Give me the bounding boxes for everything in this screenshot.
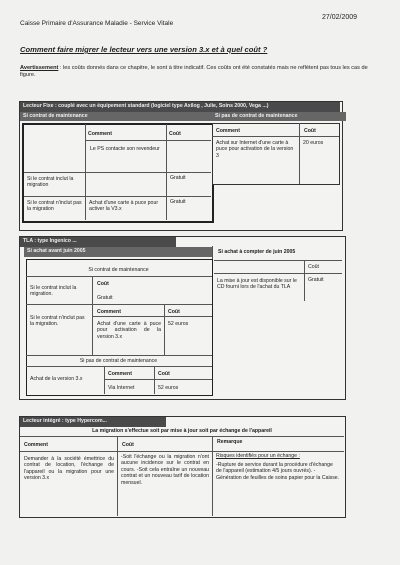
tla-row3-cost: 52 euros bbox=[158, 385, 179, 391]
tla-row2-comment: Achat d'une carte à puce pour activation de la version 3.x bbox=[97, 321, 161, 340]
row1-comment: Le PS contacte son revendeur bbox=[90, 146, 160, 152]
tla-maintenance-label: Si contrat de maintenance bbox=[88, 267, 149, 273]
tla-right-cost-header: Coût bbox=[308, 264, 319, 270]
after-2005-title: Si achat à compter de juin 2005 bbox=[218, 249, 296, 255]
section3-comment-header: Comment bbox=[24, 442, 48, 448]
right-cost: 20 euros bbox=[303, 140, 324, 146]
tla-row3-label: Achat de la version 3.x bbox=[30, 376, 83, 382]
section3-comment: Demander à la société émettrice du contrat de location, l'échange de l'appareil ou la migration pour une version 3.x bbox=[24, 456, 114, 482]
no-maintenance-bar: Si pas de contrat de maintenance bbox=[212, 112, 346, 121]
warning-label: Avertissement bbox=[20, 65, 59, 71]
right-col-cost-header: Coût bbox=[304, 128, 316, 134]
tla-row1-cost: Gratuit bbox=[97, 295, 113, 301]
section3-cost-header: Coût bbox=[122, 442, 134, 448]
organization-header: Caisse Primaire d'Assurance Maladie - Service Vitale bbox=[20, 20, 174, 27]
fixed-reader-bar: Lecteur Fixe : couplé avec un équipement standard (logiciel type Axilog , Julie, Soins 2000, Vega ...) bbox=[20, 102, 340, 112]
document-date: 27/02/2009 bbox=[322, 14, 358, 21]
integrated-reader-bar: Lecteur intégré : type Hypercom... bbox=[20, 417, 166, 427]
tla-right-cost: Gratuit bbox=[308, 277, 324, 283]
row2-label: Si le contrat inclut la migration bbox=[27, 176, 74, 189]
row3-cost: Gratuit bbox=[170, 199, 186, 205]
right-comment: Achat sur Internet d'une carte à puce pour activation de la version 3 bbox=[216, 140, 294, 159]
warning-paragraph bbox=[20, 65, 370, 79]
warning-text: : les coûts donnés dans ce chapitre, le sont à titre indicatif. Ces coûts ont été constatés mais ne reflètent pas tous les cas de figure. bbox=[20, 65, 368, 78]
tla-row3-comment-header: Comment bbox=[108, 371, 132, 377]
maintenance-bar: Si contrat de maintenance bbox=[20, 112, 212, 121]
row2-cost: Gratuit bbox=[170, 175, 186, 181]
tla-cost-header-2: Coût bbox=[168, 309, 180, 315]
tla-row2-label: Si le contrat n'inclut pas la migration. bbox=[30, 315, 85, 328]
tla-row1-label: Si le contrat inclut la migration. bbox=[30, 285, 77, 298]
tla-no-maintenance-label: Si pas de contrat de maintenance bbox=[79, 358, 158, 364]
section3-remark-title: Risques identifiés pour un échange : bbox=[216, 453, 300, 459]
page-title: Comment faire migrer le lecteur vers une version 3.x et à quel coût ? bbox=[20, 45, 268, 54]
tla-right-comment: La mise à jour est disponible sur le CD fourni lors de l'achat du TLA bbox=[217, 278, 297, 291]
before-2005-bar: Si achat avant juin 2005 bbox=[24, 247, 212, 257]
tla-comment-header: Comment bbox=[97, 309, 121, 315]
row3-label: Si le contrat n'inclut pas la migration bbox=[27, 200, 82, 213]
tla-row3-cost-header: Coût bbox=[158, 371, 170, 377]
col-comment-header: Comment bbox=[88, 131, 112, 137]
section3-subtitle: La migration s'effectue soit par mise à jour soit par échange de l'appareil bbox=[92, 428, 272, 434]
tla-row2-cost: 52 euros bbox=[168, 321, 189, 327]
tla-bar: TLA : type Ingenico ... bbox=[20, 237, 176, 247]
section3-cost: -Soit l'échange ou la migration n'ont aucune incidence sur le contrat en cours. -Soit cela entraîne un nouveau contrat et un nouveau tarif de location mensuel. bbox=[121, 454, 209, 486]
tla-cost-header: Coût bbox=[97, 281, 109, 287]
row3-comment: Achat d'une carte à puce pour activer la V3.x bbox=[89, 200, 159, 213]
col-cost-header: Coût bbox=[169, 131, 181, 137]
right-col-comment-header: Comment bbox=[216, 128, 240, 134]
section3-remark: -Rupture de service durant la procédure d'échange de l'appareil (estimation 4/5 jours ouvrés). -Génération de feuilles de soins papier pour la Caisse. bbox=[216, 462, 340, 481]
section3-remark-header: Remarque bbox=[217, 439, 243, 445]
tla-row3-comment: Via Internet bbox=[108, 385, 135, 391]
